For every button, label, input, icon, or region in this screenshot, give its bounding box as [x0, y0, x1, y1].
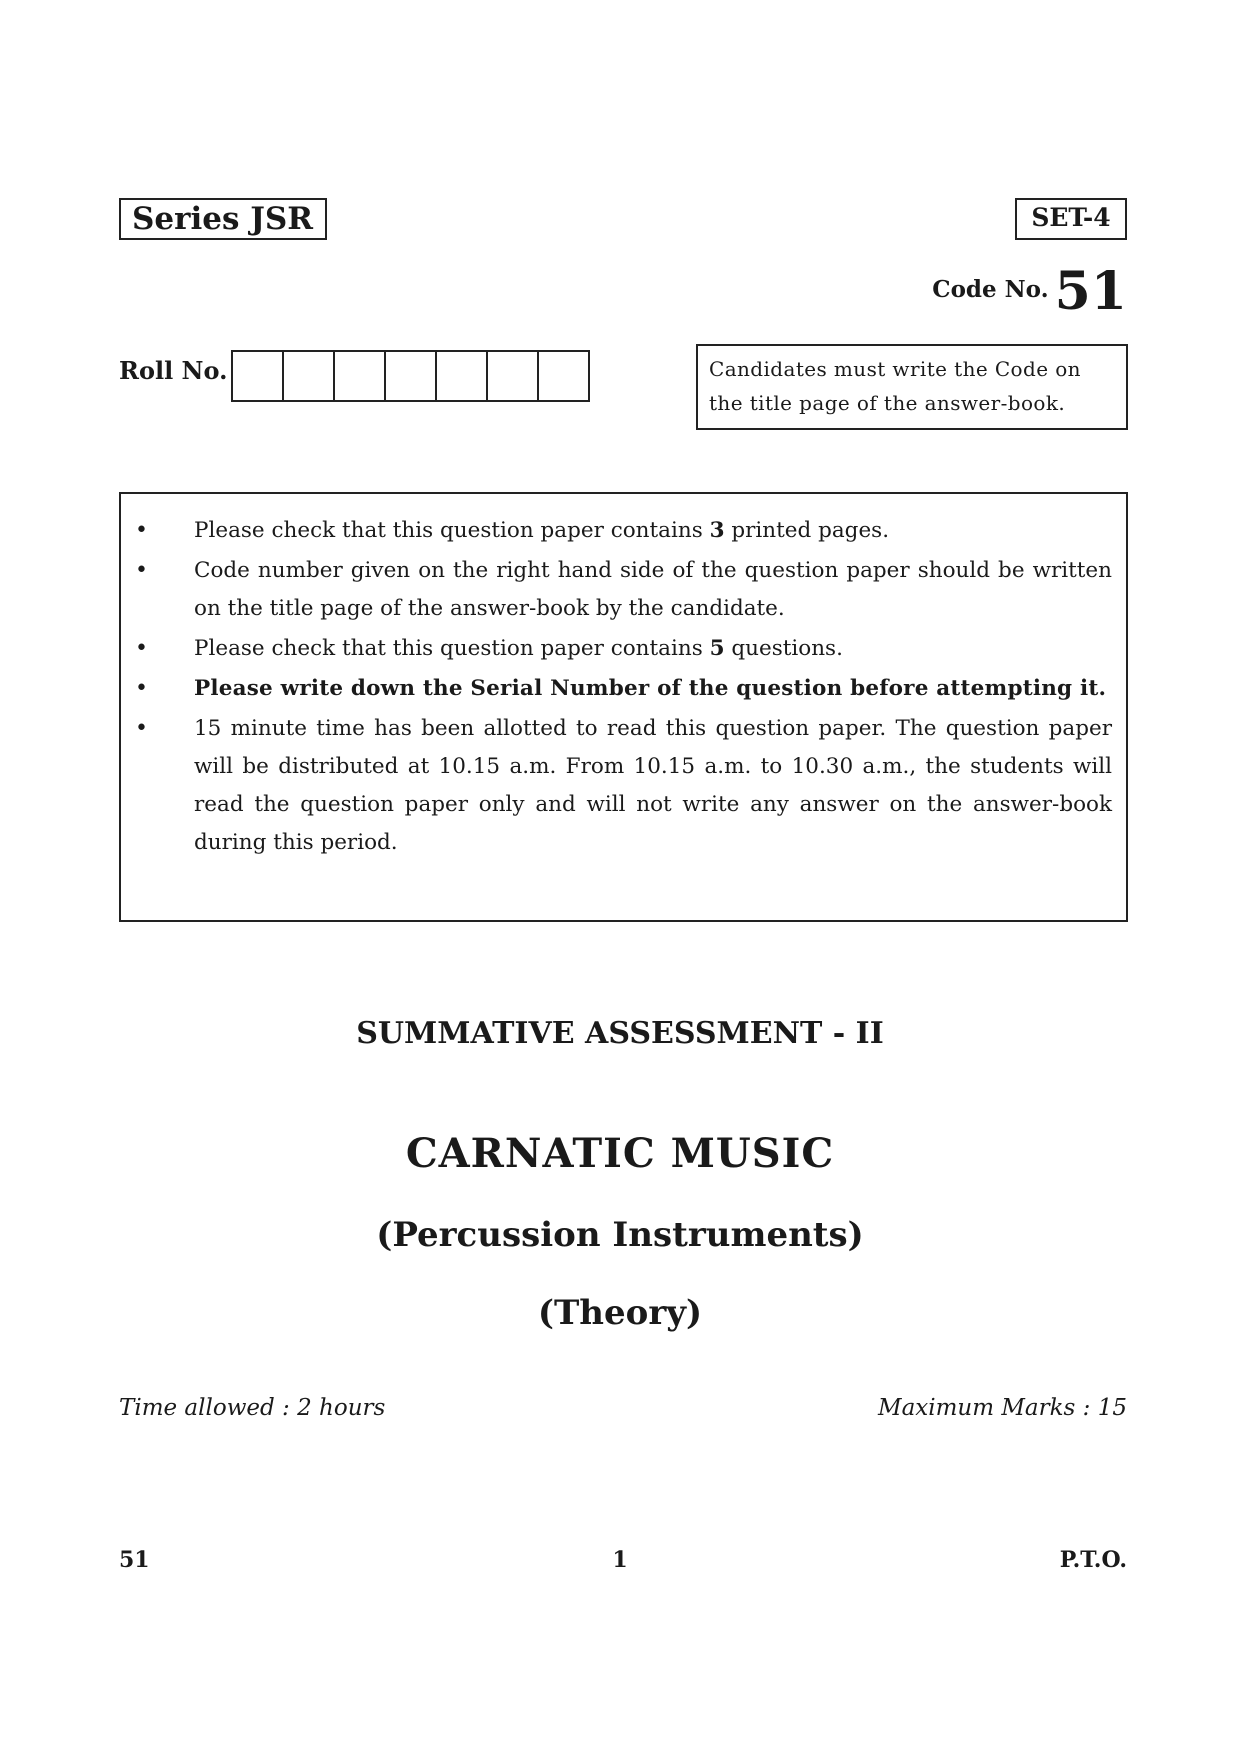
bullet-icon: • — [135, 716, 148, 741]
maximum-marks: Maximum Marks : 15 — [878, 1395, 1127, 1421]
set-label: SET-4 — [1015, 198, 1127, 240]
page-number: 1 — [612, 1547, 628, 1573]
bullet-icon: • — [135, 636, 148, 661]
series-label: Series JSR — [119, 198, 327, 240]
roll-number-cell[interactable] — [335, 352, 386, 400]
instruction-item: • Code number given on the right hand side of the question paper should be written on the title page of the answer-book by the candidate. — [121, 552, 1112, 628]
instruction-item: • Please write down the Serial Number of the question before attempting it. — [121, 670, 1112, 708]
code-label: Code No. — [932, 276, 1049, 303]
code-number-line — [932, 262, 1127, 322]
roll-number-boxes[interactable] — [231, 350, 590, 402]
subject-subtitle: (Percussion Instruments) — [376, 1215, 864, 1255]
instruction-item: • Please check that this question paper contains 3 printed pages. — [121, 512, 1112, 550]
roll-number-cell[interactable] — [284, 352, 335, 400]
roll-number-cell[interactable] — [386, 352, 437, 400]
paper-type: (Theory) — [537, 1293, 703, 1333]
time-allowed: Time allowed : 2 hours — [119, 1395, 386, 1421]
roll-number-cell[interactable] — [539, 352, 588, 400]
instruction-item: • 15 minute time has been allotted to read this question paper. The question paper will be distributed at 10.15 a.m. From 10.15 a.m. to 10.30 a.m., the students will read the question paper only and will not write any answer on the answer-book during this period. — [121, 710, 1112, 862]
code-number: 51 — [1054, 261, 1127, 322]
bullet-icon: • — [135, 558, 148, 583]
roll-number-cell[interactable] — [437, 352, 488, 400]
instructions-list — [121, 494, 1126, 862]
candidate-code-note: Candidates must write the Code on the title page of the answer-book. — [696, 344, 1128, 430]
instructions-box — [119, 492, 1128, 922]
roll-number-cell[interactable] — [233, 352, 284, 400]
roll-number-label: Roll No. — [119, 356, 228, 385]
instruction-item: • Please check that this question paper contains 5 questions. — [121, 630, 1112, 668]
roll-number-cell[interactable] — [488, 352, 539, 400]
bullet-icon: • — [135, 676, 148, 701]
bullet-icon: • — [135, 518, 148, 543]
footer-code: 51 — [119, 1547, 150, 1573]
assessment-title: SUMMATIVE ASSESSMENT - II — [356, 1016, 884, 1051]
pto-label: P.T.O. — [1059, 1547, 1127, 1573]
subject-title: CARNATIC MUSIC — [405, 1130, 835, 1177]
